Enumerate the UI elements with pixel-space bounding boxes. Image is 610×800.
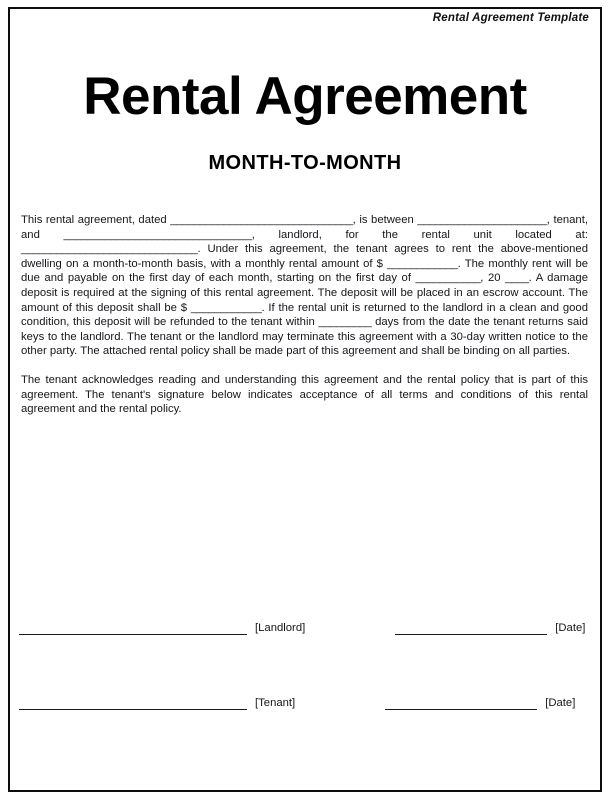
start-year-blank-field[interactable]: ____ <box>505 272 529 285</box>
landlord-name-blank-field[interactable]: ________________________________ <box>63 228 252 241</box>
signature-row-tenant <box>19 680 591 710</box>
agreement-body <box>19 213 591 417</box>
p1-text-f: . The monthly rent will be due and payable on the first day of each month, starting on the first day of <box>21 257 589 285</box>
landlord-date-line[interactable] <box>395 619 547 635</box>
monthly-rent-amount-blank-field[interactable]: ____________ <box>387 257 458 270</box>
p1-text-e: . Under this agreement, the tenant agrees to rent the above-mentioned dwelling on a month-to-month basis, with a monthly rental amount of $ <box>21 243 588 270</box>
rental-unit-address-blank-field[interactable]: ______________________________ <box>21 243 198 256</box>
page-title: Rental Agreement <box>83 67 527 126</box>
title-block <box>19 68 591 175</box>
p1-text-i: . If the rental unit is returned to the landlord in a clean and good condition, this deposit will be refunded to the tenant within <box>21 301 588 329</box>
landlord-signature-line[interactable] <box>19 619 247 635</box>
tenant-date-line[interactable] <box>385 694 537 710</box>
start-month-blank-field[interactable]: ___________ <box>415 272 481 285</box>
p1-text-j: days from the date the tenant returns said keys to the landlord. The tenant or the landlord may terminate this agreement with a 30-day written notice to the other party. The attached rental policy shall be made part of this agreement and shall be binding on all parties. <box>21 316 588 358</box>
page-subtitle: MONTH-TO-MONTH <box>208 152 402 174</box>
p1-text-a: This rental agreement, dated <box>21 214 171 226</box>
p1-text-g: , 20 <box>480 272 506 285</box>
landlord-signature-label: [Landlord] <box>255 622 306 634</box>
p1-text-b: , is between <box>352 214 418 226</box>
p1-text-c: , tenant, and <box>21 214 588 241</box>
refund-days-blank-field[interactable]: _________ <box>318 316 372 329</box>
signature-block <box>19 605 591 710</box>
tenant-signature-line[interactable] <box>19 694 247 710</box>
tenant-date-label: [Date] <box>545 697 576 709</box>
agreement-paragraph-2: The tenant acknowledges reading and understanding this agreement and the rental policy that is part of this agreement. The tenant's signature below indicates acceptance of all terms and conditions of this rental agreement and the rental policy. <box>21 373 588 416</box>
date-blank-field[interactable]: _______________________________ <box>170 214 353 226</box>
template-header-label: Rental Agreement Template <box>432 12 589 24</box>
signature-row-landlord <box>19 605 591 635</box>
landlord-date-label: [Date] <box>555 622 586 634</box>
tenant-name-blank-field[interactable]: ______________________ <box>417 214 547 226</box>
agreement-paragraph-1 <box>21 213 588 359</box>
p1-text-d: , landlord, for the rental unit located at: <box>251 228 588 241</box>
tenant-signature-label: [Tenant] <box>255 697 296 709</box>
deposit-amount-blank-field[interactable]: ____________ <box>190 301 262 314</box>
page-border-frame <box>8 7 602 792</box>
p1-text-h: . A damage deposit is required at the signing of this rental agreement. The deposit will be placed in an escrow account. The amount of this deposit shall be $ <box>21 272 588 314</box>
